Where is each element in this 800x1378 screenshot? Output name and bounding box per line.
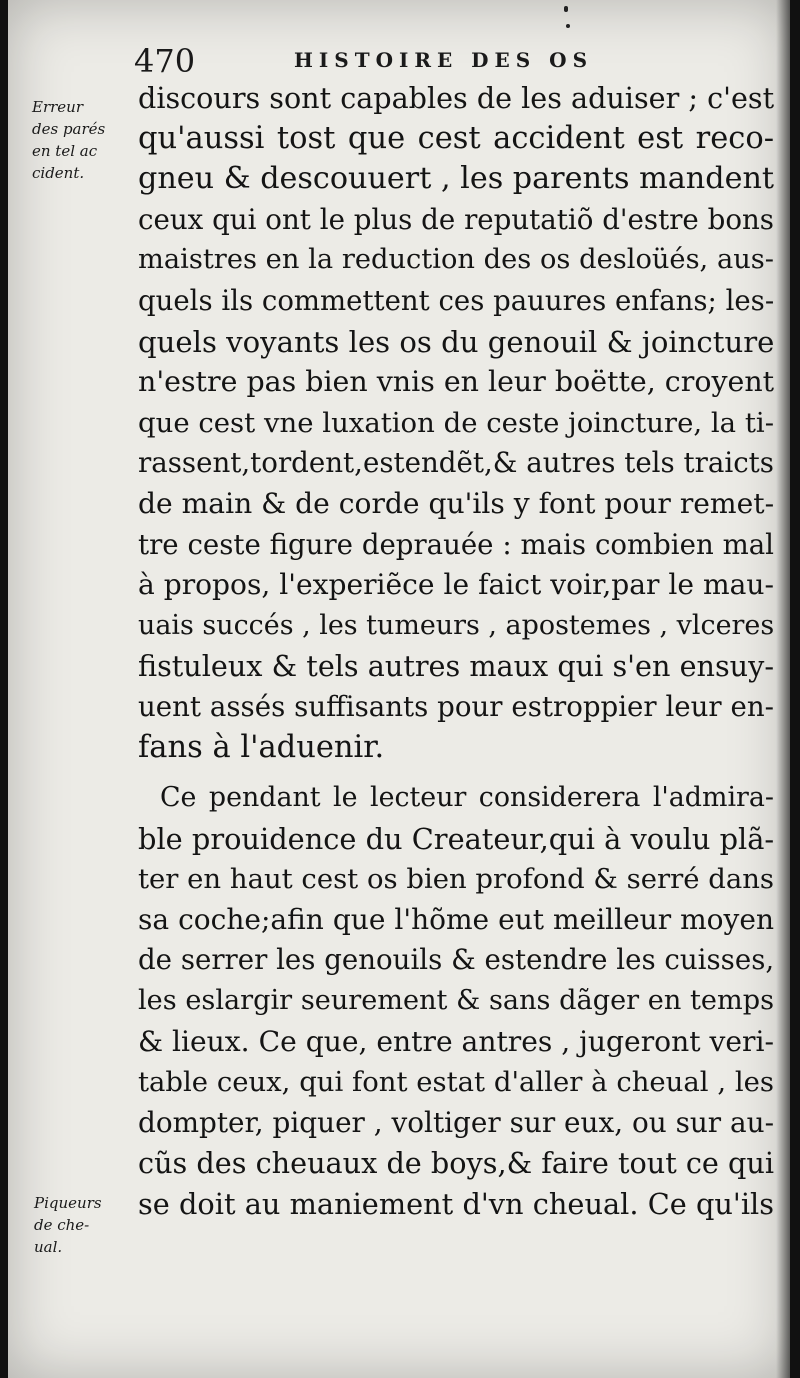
- text-line: ble prouidence du Createur,qui à voulu plã-: [138, 821, 775, 856]
- paragraph-2: [138, 778, 774, 1225]
- running-title: HISTOIRE DES OS: [294, 48, 594, 72]
- text-line: de serrer les genouils & estendre les cuisses,: [138, 943, 775, 977]
- text-line: fistuleux & tels autres maux qui s'en ensuy-: [138, 649, 774, 684]
- paragraph-1: [138, 78, 774, 768]
- text-line: se doit au maniement d'vn cheual. Ce qu'ils: [138, 1187, 774, 1222]
- text-line: table ceux, qui font estat d'aller à cheual , les: [138, 1066, 774, 1099]
- running-head: [134, 42, 754, 82]
- text-line: que cest vne luxation de ceste joincture, la ti-: [138, 406, 774, 439]
- marginal-line: en tel ac: [32, 142, 98, 160]
- marginal-line: des parés: [32, 120, 106, 138]
- text-line: gneu & descouuert , les parents mandent: [138, 161, 775, 197]
- ink-speck: [564, 6, 568, 12]
- paragraph-gap: [138, 768, 774, 778]
- marginal-note-2: [34, 1192, 144, 1258]
- text-line: fans à l'aduenir.: [138, 729, 385, 765]
- marginal-note-1: [32, 96, 142, 184]
- text-line: cũs des cheuaux de boys,& faire tout ce qui: [138, 1146, 775, 1181]
- marginal-line: cident.: [32, 164, 85, 182]
- text-line: les eslargir seurement & sans dãger en temps: [138, 985, 774, 1017]
- text-line: tre ceste figure deprauée : mais combien mal: [138, 527, 774, 561]
- marginal-line: Piqueurs: [34, 1194, 102, 1212]
- page-number: 470: [134, 42, 196, 80]
- body-text: [138, 78, 774, 1225]
- text-line: quels voyants les os du genouil & joincture: [138, 324, 775, 359]
- text-line: n'estre pas bien vnis en leur boëtte, croyent: [138, 365, 775, 399]
- text-line: Ce pendant le lecteur considerera l'admira-: [160, 782, 774, 814]
- text-line: & lieux. Ce que, entre antres , jugeront veri-: [138, 1024, 774, 1058]
- text-line: qu'aussi tost que cest accident est reco-: [138, 120, 774, 156]
- book-page: [8, 0, 790, 1378]
- marginal-line: de che-: [34, 1216, 90, 1234]
- text-line: sa coche;afin que l'hõme eut meilleur moyen: [138, 902, 774, 936]
- text-line: uais succés , les tumeurs , apostemes , vlceres: [138, 609, 775, 641]
- text-line: à propos, l'experiẽce le faict voir,par le mau-: [138, 568, 774, 602]
- marginal-line: ual.: [34, 1238, 63, 1256]
- text-line: dompter, piquer , voltiger sur eux, ou sur au-: [138, 1105, 774, 1139]
- text-line: uent assés suffisants pour estroppier leur en-: [138, 689, 774, 723]
- text-line: ter en haut cest os bien profond & serré dans: [138, 863, 774, 896]
- ink-speck: [566, 24, 570, 28]
- text-line: maistres en la reduction des os desloüés, aus-: [138, 244, 774, 276]
- text-line: discours sont capables de les aduiser ; c'est: [138, 81, 775, 115]
- text-line: rassent,tordent,estendẽt,& autres tels traicts: [138, 446, 774, 480]
- text-line: quels ils commettent ces pauures enfans; les-: [138, 284, 775, 317]
- text-line: ceux qui ont le plus de reputatiõ d'estre bons: [138, 202, 774, 236]
- text-line: de main & de corde qu'ils y font pour remet-: [138, 486, 775, 520]
- marginal-line: Erreur: [32, 98, 83, 116]
